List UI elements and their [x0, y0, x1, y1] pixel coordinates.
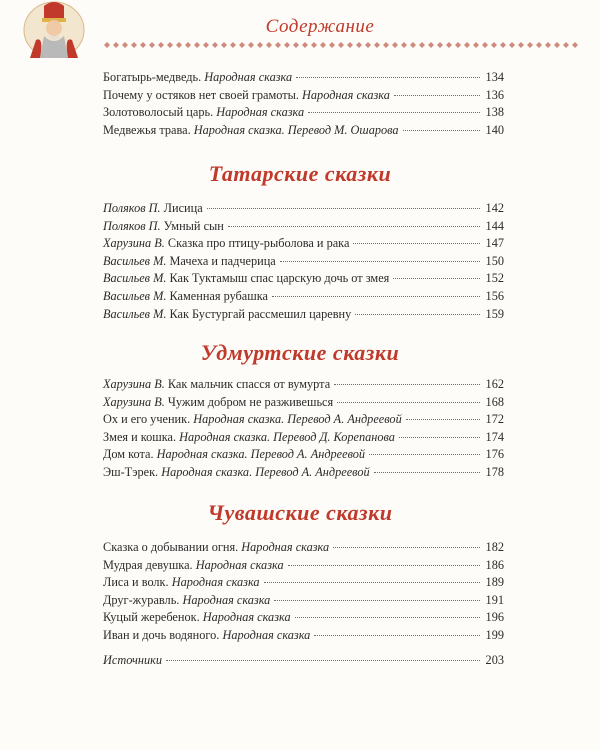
ornament-diamond: [194, 42, 200, 48]
ornament-diamond: [131, 42, 137, 48]
toc-entry-title: Лисица: [160, 201, 203, 215]
toc-entry-page: 150: [485, 253, 504, 268]
toc-entry-page: 138: [485, 105, 504, 120]
toc-entry: [103, 104, 504, 122]
toc-entry-text: [103, 446, 365, 464]
toc-entry: [103, 253, 504, 271]
toc-entry-author: Васильев М.: [103, 288, 167, 303]
toc-entry-title: Куцый жеребенок.: [103, 610, 203, 625]
dot-leader: [399, 437, 480, 438]
toc-entry: [103, 574, 504, 592]
toc-entry-text: [103, 253, 276, 271]
toc-entry-text: [103, 652, 162, 670]
toc-entry-page: 196: [485, 610, 504, 625]
ornament-diamond: [554, 42, 560, 48]
ornament-diamond: [212, 42, 218, 48]
ornament-diamond: [365, 42, 371, 48]
toc-entry-note: Народная сказка. Перевод Д. Корепанова: [179, 429, 395, 444]
toc-entry-note: Народная сказка. Перевод А. Андреевой: [193, 412, 402, 427]
toc-entry-title: Иван и дочь водяного.: [103, 627, 223, 642]
ornament-diamond: [203, 42, 209, 48]
ornament-diamond: [383, 42, 389, 48]
toc-entry-note: Народная сказка. Перевод М. Ошарова: [193, 122, 399, 137]
toc-entry-page: 168: [485, 394, 504, 409]
toc-entry: [103, 464, 504, 482]
toc-entry-title: Сказка о добывании огня.: [103, 540, 242, 554]
section-title-udmurt: Удмуртские сказки: [200, 340, 400, 365]
ornament-diamond: [158, 42, 164, 48]
toc-entry-page: 134: [485, 70, 504, 84]
ornament-diamond: [446, 42, 452, 48]
toc-entry: [103, 652, 504, 670]
toc-entry-note: Источники: [103, 653, 163, 667]
toc-entry-text: [103, 609, 291, 627]
toc-entry-title: Каменная рубашка: [166, 288, 268, 303]
dot-leader: [406, 419, 480, 420]
dot-leader: [308, 112, 480, 113]
dot-leader: [228, 226, 480, 227]
dot-leader: [296, 77, 480, 78]
toc-entry: [103, 200, 504, 218]
dot-leader: [274, 600, 480, 601]
dot-leader: [314, 635, 480, 636]
ornament-diamond: [455, 42, 461, 48]
toc-entry-page: 199: [485, 627, 504, 642]
ornament-diamond: [392, 42, 398, 48]
toc-entry-author: Харузина В.: [103, 394, 165, 409]
toc-entry-text: [103, 270, 389, 288]
ornament-diamond: [338, 42, 344, 48]
toc-entry: [103, 394, 504, 412]
toc-entry-page: 159: [485, 306, 504, 321]
toc-entry-page: 186: [485, 557, 504, 572]
toc-entry-text: [103, 218, 224, 236]
toc-entry-note: Народная сказка: [302, 87, 390, 102]
toc-entry-author: Харузина В.: [103, 377, 165, 391]
ornament-diamond: [293, 42, 299, 48]
toc-entry-page: 140: [485, 122, 504, 137]
toc-entry: [103, 235, 504, 253]
dot-leader: [264, 582, 480, 583]
toc-entry-author: Васильев М.: [103, 271, 167, 286]
toc-entry-title: Как Туктамыш спас царскую дочь от змея: [166, 271, 390, 286]
ornament-diamond: [311, 42, 317, 48]
section-title-tatar: Татарские сказки: [208, 161, 392, 186]
toc-entry-author: Харузина В.: [103, 236, 165, 251]
toc-entry-author: Васильев М.: [103, 253, 167, 268]
toc-entry-text: [103, 200, 203, 218]
page-title: Содержание: [265, 16, 375, 37]
dot-leader: [333, 547, 480, 548]
toc-list-tatar: [103, 200, 504, 323]
toc-entry: [103, 609, 504, 627]
toc-entry-title: Мудрая девушка.: [103, 557, 196, 572]
dot-leader: [337, 402, 480, 403]
toc-entry-text: [103, 592, 270, 610]
toc-entry-text: [103, 376, 330, 394]
ornament-diamond: [527, 42, 533, 48]
toc-entry-text: [103, 557, 284, 575]
dot-leader: [166, 660, 480, 661]
toc-entry-note: Народная сказка: [182, 592, 271, 607]
toc-entry-page: 162: [485, 377, 504, 391]
toc-entry: [103, 122, 504, 140]
toc-entry: [103, 446, 504, 464]
ornament-diamond: [275, 42, 281, 48]
toc-entry-text: [103, 627, 310, 645]
toc-entry: [103, 539, 504, 557]
ornament-diamond: [545, 42, 551, 48]
toc-entry: [103, 288, 504, 306]
toc-entry-author: Васильев М.: [103, 306, 167, 321]
toc-entry-title: Эш-Тэрек.: [103, 464, 162, 479]
ornament-diamond: [248, 42, 254, 48]
dot-leader: [207, 208, 480, 209]
toc-entry-title: Как Бустургай рассмешил царевну: [166, 306, 352, 321]
ornament-diamond: [536, 42, 542, 48]
ornament-diamond: [230, 42, 236, 48]
toc-entry: [103, 270, 504, 288]
toc-list-udmurt: [103, 376, 504, 482]
toc-entry-text: [103, 539, 329, 557]
dot-leader: [353, 243, 480, 244]
toc-entry-text: [103, 69, 292, 87]
toc-entry-text: [103, 104, 304, 122]
toc-entry-title: Дом кота.: [103, 447, 157, 462]
toc-entry-title: Золотоволосый царь.: [103, 105, 217, 120]
ornament-diamond: [347, 42, 353, 48]
ornament-diamond: [518, 42, 524, 48]
ornament-diamond: [302, 42, 308, 48]
dot-leader: [355, 314, 480, 315]
page-header: [0, 0, 600, 60]
toc-list-chuvash: [103, 539, 504, 645]
toc-list-intro: [103, 69, 504, 139]
toc-entry-note: Народная сказка: [204, 70, 293, 84]
toc-entry: [103, 627, 504, 645]
toc-entry-page: 182: [485, 540, 504, 554]
ornament-diamond: [500, 42, 506, 48]
toc-entry-author: Поляков П.: [103, 201, 161, 215]
toc-entry-note: Народная сказка: [171, 575, 260, 590]
ornament-diamond: [176, 42, 182, 48]
toc-entry-title: Чужим добром не разживешься: [164, 394, 334, 409]
ornament-diamond: [482, 42, 488, 48]
toc-entry-page: 147: [485, 236, 504, 251]
toc-entry-title: Лиса и волк.: [103, 575, 172, 590]
toc-entry: [103, 592, 504, 610]
toc-entry-title: Мачеха и падчерица: [166, 253, 276, 268]
toc-entry-title: Змея и кошка.: [103, 429, 180, 444]
toc-entry: [103, 218, 504, 236]
ornament-diamond: [410, 42, 416, 48]
ornament-diamond: [356, 42, 362, 48]
toc-entry-note: Народная сказка. Перевод А. Андреевой: [161, 464, 370, 479]
toc-entry-text: [103, 394, 333, 412]
ornament-diamond: [329, 42, 335, 48]
dot-leader: [374, 472, 480, 473]
ornament-diamond: [473, 42, 479, 48]
ornament-diamond: [113, 42, 119, 48]
ornament-diamond: [572, 42, 578, 48]
toc-entry-title: Как мальчик спасся от вумурта: [164, 377, 331, 391]
toc-entry-text: [103, 411, 402, 429]
ornament-diamond: [374, 42, 380, 48]
dot-leader: [394, 95, 480, 96]
toc-entry-title: Медвежья трава.: [103, 122, 194, 137]
dot-leader: [369, 454, 480, 455]
toc-entry-note: Народная сказка: [195, 557, 284, 572]
toc-entry-page: 189: [485, 575, 504, 590]
toc-entry-page: 174: [485, 429, 504, 444]
ornament-diamond: [320, 42, 326, 48]
toc-entry-text: [103, 87, 390, 105]
ornament-diamond: [185, 42, 191, 48]
ornament-diamond: [464, 42, 470, 48]
toc-entry-note: Народная сказка: [202, 610, 291, 625]
toc-entry-page: 142: [485, 201, 504, 215]
ornament-diamond: [140, 42, 146, 48]
toc-entry-page: 136: [485, 87, 504, 102]
toc-entry-page: 191: [485, 592, 504, 607]
dot-leader: [288, 565, 480, 566]
ornament-diamond: [428, 42, 434, 48]
toc-entry-page: 144: [485, 218, 504, 233]
toc-entry-note: Народная сказка: [216, 105, 305, 120]
toc-entry: [103, 411, 504, 429]
toc-entry-note: Народная сказка. Перевод А. Андреевой: [156, 447, 366, 462]
toc-entry: [103, 69, 504, 87]
toc-entry-title: Ох и его ученик.: [103, 412, 194, 427]
ornament-diamond: [239, 42, 245, 48]
ornament-diamond: [437, 42, 443, 48]
dot-leader: [280, 261, 480, 262]
ornament-diamond: [104, 42, 110, 48]
toc-entry-text: [103, 574, 260, 592]
toc-entry-page: 172: [485, 412, 504, 427]
ornament-diamond: [509, 42, 515, 48]
toc-entry-title: Умный сын: [160, 218, 224, 233]
toc-entry-text: [103, 464, 370, 482]
toc-entry-text: [103, 429, 395, 447]
toc-entry-page: 203: [485, 653, 504, 667]
ornament-diamond: [419, 42, 425, 48]
toc-entry-page: 178: [485, 464, 504, 479]
toc-list-sources: [103, 652, 504, 670]
toc-entry-title: Богатырь-медведь.: [103, 70, 205, 84]
ornament-diamond: [266, 42, 272, 48]
toc-entry-page: 152: [485, 271, 504, 286]
dot-leader: [295, 617, 480, 618]
toc-entry-text: [103, 288, 268, 306]
toc-entry-title: Сказка про птицу-рыболова и рака: [164, 236, 350, 251]
toc-entry-note: Народная сказка: [222, 627, 311, 642]
dot-leader: [334, 384, 480, 385]
ornament-diamond: [122, 42, 128, 48]
ornament-diamond: [563, 42, 569, 48]
toc-entry-page: 156: [485, 288, 504, 303]
ornament-diamond: [284, 42, 290, 48]
ornament-diamond: [257, 42, 263, 48]
dot-leader: [393, 278, 480, 279]
toc-entry-text: [103, 122, 399, 140]
dot-leader: [272, 296, 480, 297]
dot-leader: [403, 130, 480, 131]
toc-entry-text: [103, 306, 351, 324]
ornament-diamond: [491, 42, 497, 48]
toc-entry-author: Поляков П.: [103, 218, 161, 233]
ornament-band-icon: [100, 40, 580, 50]
ornament-diamond: [149, 42, 155, 48]
toc-entry: [103, 306, 504, 324]
toc-entry-title: Друг-журавль.: [103, 592, 183, 607]
section-title-chuvash: Чувашские сказки: [207, 500, 393, 525]
toc-entry-text: [103, 235, 349, 253]
toc-entry: [103, 376, 504, 394]
toc-entry-title: Почему у остяков нет своей грамоты.: [103, 87, 303, 102]
ornament-diamond: [221, 42, 227, 48]
ornament-diamond: [401, 42, 407, 48]
toc-entry: [103, 87, 504, 105]
ornament-diamond: [167, 42, 173, 48]
toc-entry: [103, 557, 504, 575]
toc-entry-page: 176: [485, 447, 504, 462]
toc-entry-note: Народная сказка: [241, 540, 330, 554]
toc-entry: [103, 429, 504, 447]
